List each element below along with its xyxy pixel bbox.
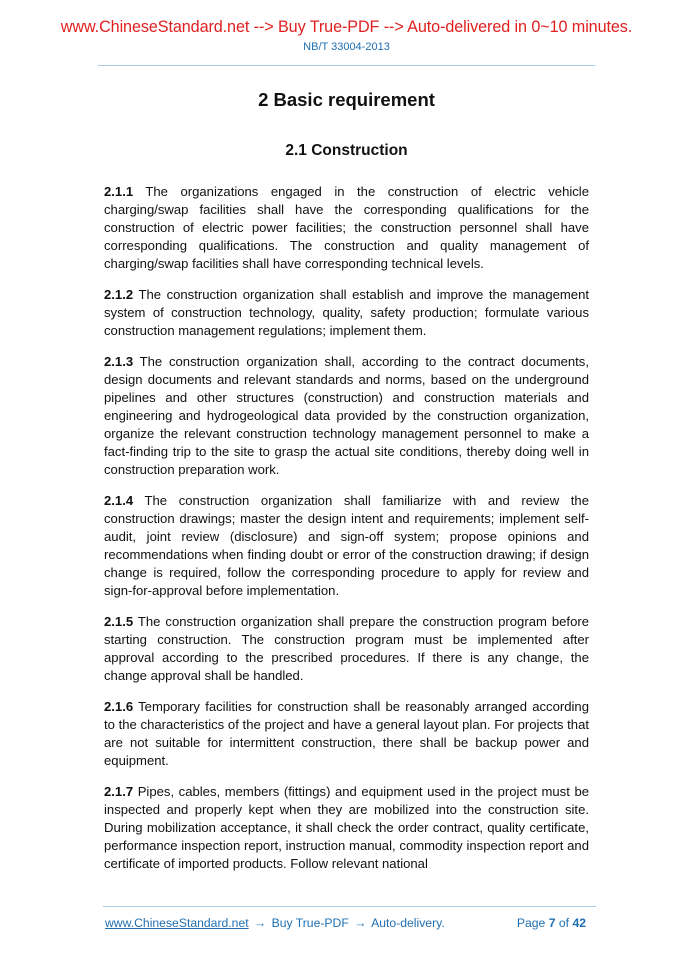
clause-2-1-1	[104, 183, 589, 273]
clause-text: The construction organization shall establish and improve the management system of construction technology, quality, safety production; formulate various construction management regulations; implement them.	[104, 286, 589, 339]
clause-number: 2.1.4	[104, 492, 134, 508]
clause-text: Temporary facilities for construction shall be reasonably arranged according to the characteristics of the project and have a general layout plan. For projects that are not suitable for intermittent construction, there shall be backup power and equipment.	[104, 698, 589, 769]
clause-text: The organizations engaged in the construction of electric vehicle charging/swap facilities shall have the corresponding qualifications for the construction of electric power facilities; the construction personnel shall have corresponding qualifications. The construction and quality management of charging/swap facilities shall have corresponding technical levels.	[104, 184, 590, 272]
clause-2-1-5	[104, 613, 589, 685]
page-indicator	[517, 916, 586, 930]
clause-number: 2.1.2	[104, 286, 134, 302]
page-footer	[105, 916, 590, 930]
section-title: 2.1 Construction	[285, 142, 408, 159]
clause-2-1-2	[104, 286, 589, 340]
clause-number: 2.1.6	[104, 698, 134, 714]
clause-text: The construction organization shall, according to the contract documents, design documents and relevant standards and norms, based on the underground pipelines and other structures (construction) and construction materials and engineering and hydrogeological data provided by the construction organization, organize the relevant construction technology management personnel to make a fact-finding trip to the site to grasp the actual site conditions, thereby doing well in construction preparation work.	[104, 353, 589, 478]
page-of-label: of	[558, 916, 570, 930]
clause-list	[104, 183, 589, 873]
page-label: Page	[516, 916, 546, 930]
chapter-title: 2 Basic requirement	[258, 89, 435, 110]
clause-text: The construction organization shall prepare the construction program before starting construction. The construction program must be implemented after approval according to the prescribed procedures. If there is any change, the change approval shall be handled.	[104, 613, 589, 684]
promo-banner: www.ChineseStandard.net --> Buy True-PDF --> Auto-delivered in 0~10 minutes.	[60, 18, 633, 36]
clause-2-1-4	[104, 492, 589, 601]
clause-number: 2.1.3	[104, 353, 134, 369]
document-code: NB/T 33004-2013	[303, 41, 390, 53]
clause-number: 2.1.7	[104, 783, 134, 799]
header-divider	[98, 65, 595, 66]
buy-true-pdf-text: Buy True-PDF	[271, 916, 349, 930]
chinesestandard-link[interactable]: www.ChineseStandard.net	[105, 916, 249, 930]
auto-delivery-text: Auto-delivery.	[371, 916, 445, 930]
clause-2-1-7	[104, 783, 589, 873]
clause-2-1-3	[104, 353, 589, 480]
arrow-right-icon: →	[354, 916, 367, 930]
clause-2-1-6	[104, 698, 589, 770]
clause-number: 2.1.5	[104, 613, 134, 629]
arrow-right-icon: →	[254, 916, 267, 930]
clause-text: Pipes, cables, members (fittings) and equipment used in the project must be inspected and properly kept when they are mobilized into the construction site. During mobilization acceptance, it shall check the order contract, quality certificate, performance inspection report, instruction manual, commodity inspection report and certificate of imported products. Follow relevant national	[104, 783, 590, 872]
page-total: 42	[572, 916, 586, 930]
page-current: 7	[548, 916, 556, 930]
clause-text: The construction organization shall familiarize with and review the construction drawings; master the design intent and requirements; implement self-audit, joint review (disclosure) and sign-off system; propose opinions and recommendations when finding doubt or error of the construction drawing; if design change is required, follow the corresponding procedure to apply for review and sign-for-approval before implementation.	[104, 492, 589, 599]
footer-divider	[103, 906, 596, 907]
clause-number: 2.1.1	[104, 184, 134, 199]
